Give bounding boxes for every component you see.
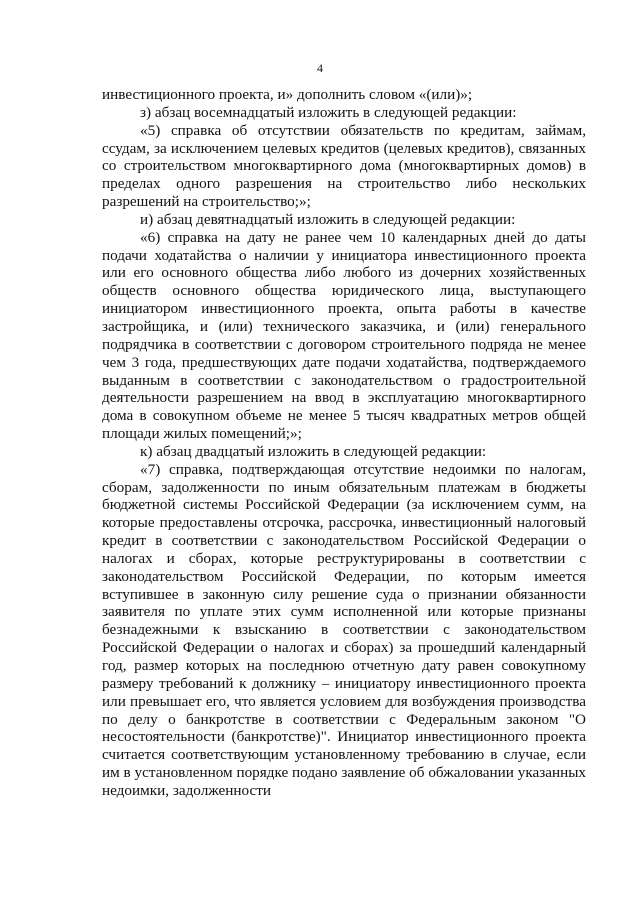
document-body xyxy=(102,86,586,800)
amendment-item-5: «5) справка об отсутствии обязательств по кредитам, займам, ссудам, за исключением целевых кредитов (целевых кредитов), связанных со строительством многоквартирного дома (многоквартирных домов) в пределах одного разрешения на строительство либо нескольких разрешений на строительство;»; xyxy=(102,121,586,211)
amendment-z-heading: з) абзац восемнадцатый изложить в следующей редакции: xyxy=(140,103,517,121)
page-number: 4 xyxy=(317,61,323,75)
paragraph-continuation: инвестиционного проекта, и» дополнить словом «(или)»; xyxy=(102,86,473,103)
amendment-item-7: «7) справка, подтверждающая отсутствие недоимки по налогам, сборам, задолженности по иным обязательным платежам в бюджеты бюджетной системы Российской Федерации (за исключением сумм, на которые предоставлены отсрочка, рассрочка, инвестиционный налоговый кредит в соответствии с законодательством Российской Федерации о налогах и сборах, которые реструктурированы в соответствии с законодательством Российской Федерации, по которым имеется вступившее в законную силу решение суда о признании обязанности заявителя по уплате этих сумм исполненной или которые признаны безнадежными к взысканию в соответствии с законодательством Российской Федерации о налогах и сборах) за прошедший календарный год, размер которых на последнюю отчетную дату равен совокупному размеру требований к должнику – инициатору инвестиционного проекта или превышает его, что является условием для возбуждения производства по делу о банкротстве в соответствии с Федеральным законом "О несостоятельности (банкротстве)". Инициатор инвестиционного проекта считается соответствующим установленному требованию в случае, если им в установленном порядке подано заявление об обжаловании указанных недоимки, задолженности xyxy=(102,460,586,799)
amendment-k-heading: к) абзац двадцатый изложить в следующей редакции: xyxy=(140,442,487,460)
amendment-item-6: «6) справка на дату не ранее чем 10 календарных дней до даты подачи ходатайства о наличии у инициатора инвестиционного проекта или его основного общества либо любого из дочерних хозяйственных обществ основного общества юридического лица, выступающего инициатором инвестиционного проекта, опыта работы в качестве застройщика, и (или) технического заказчика, и (или) генерального подрядчика в соответствии с договором строительного подряда не менее чем 3 года, предшествующих дате подачи ходатайства, подтверждаемого выданным в соответствии с законодательством о градостроительной деятельности разрешением на ввод в эксплуатацию многоквартирного дома в совокупном объеме не менее 5 тысяч квадратных метров общей площади жилых помещений;»; xyxy=(102,228,586,443)
amendment-i-heading: и) абзац девятнадцатый изложить в следующей редакции: xyxy=(140,210,516,228)
